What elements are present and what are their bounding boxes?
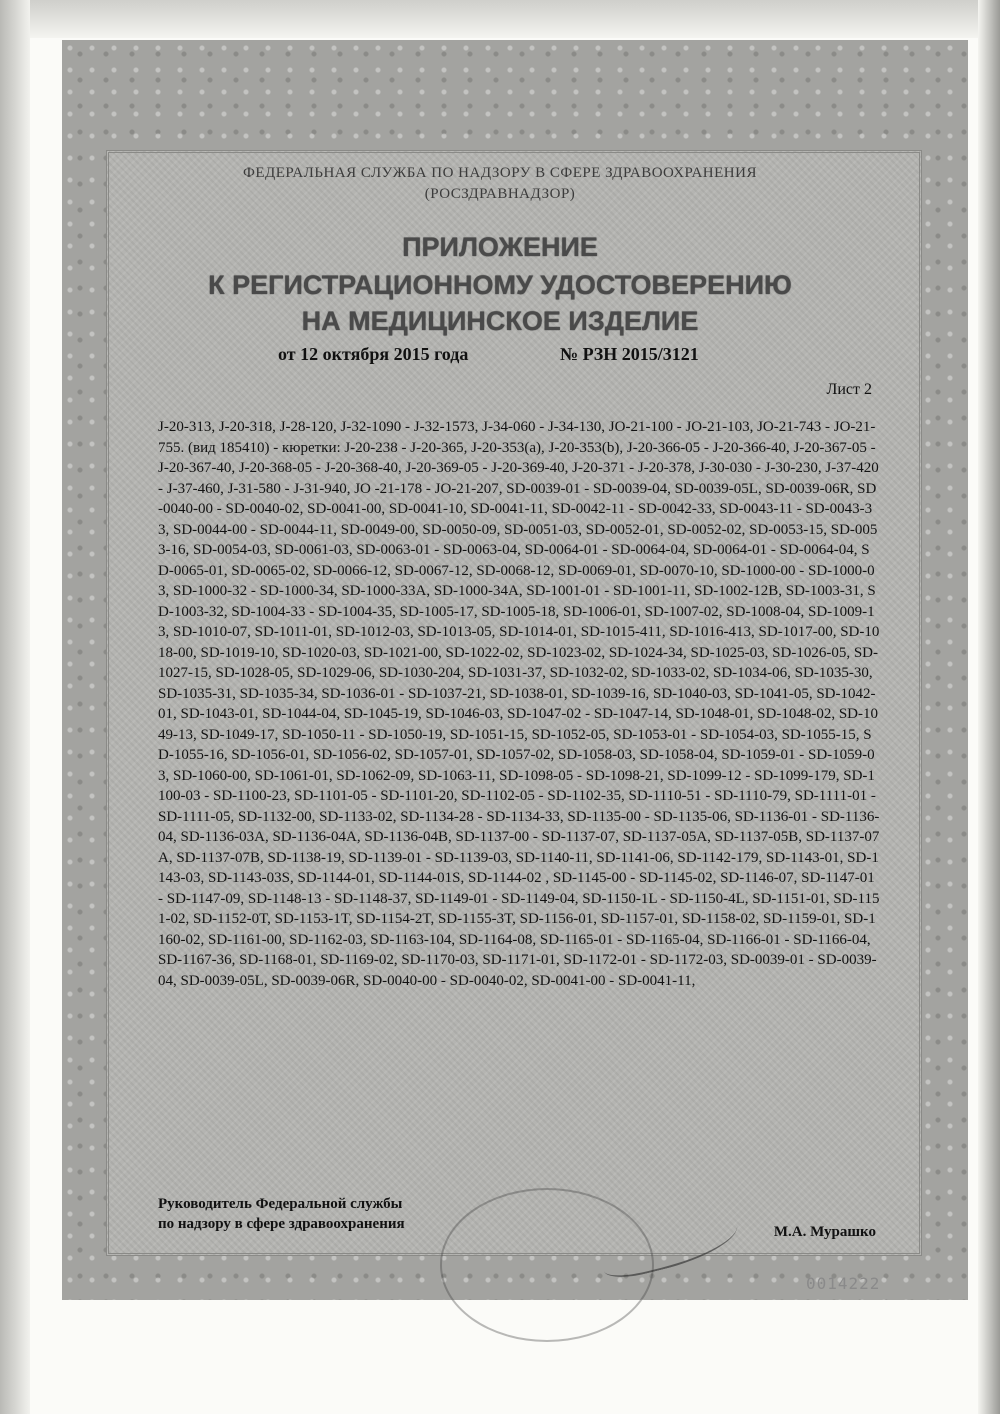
document-title-line-2: К РЕГИСТРАЦИОННОМУ УДОСТОВЕРЕНИЮ <box>208 270 792 300</box>
product-codes-list: J-20-313, J-20-318, J-28-120, J-32-1090 - J-32-1573, J-34-060 - J-34-130, JO-21-100 - JO-21-103, JO-21-743 - JO-21-755. (вид 185410) - кюретки: J-20-238 - J-20-365, J-20-353(a), J-20-353(b), J-20-366-05 - J-20-366-40, J-20-367-05 - J-20-367-40, J-20-368-05 - J-20-368-40, J-20-369-05 - J-20-369-40, J-20-371 - J-20-378, J-30-030 - J-30-230, J-37-420 - J-37-460, J-31-580 - J-31-940, JO -21-178 - JO-21-207, SD-0039-01 - SD-0039-04, SD-0039-05L, SD-0039-06R, SD-0040-00 - SD-0040-02, SD-0041-00, SD-0041-10, SD-0041-11, SD-0042-11 - SD-0042-33, SD-0043-11 - SD-0043-33, SD-0044-00 - SD-0044-11, SD-0049-00, SD-0050-09, SD-0051-03, SD-0052-01, SD-0052-02, SD-0053-15, SD-0053-16, SD-0054-03, SD-0061-03, SD-0063-01 - SD-0063-04, SD-0064-01 - SD-0064-04, SD-0064-01 - SD-0064-04, SD-0065-01, SD-0065-02, SD-0066-12, SD-0067-12, SD-0068-12, SD-0069-01, SD-0070-10, SD-1000-00 - SD-1000-03, SD-1000-32 - SD-1000-34, SD-1000-33A, SD-1000-34A, SD-1001-01 - SD-1001-11, SD-1002-12B, SD-1003-31, SD-1003-32, SD-1004-33 - SD-1004-35, SD-1005-17, SD-1005-18, SD-1006-01, SD-1007-02, SD-1008-04, SD-1009-13, SD-1010-07, SD-1011-01, SD-1012-03, SD-1013-05, SD-1014-01, SD-1015-411, SD-1016-413, SD-1017-00, SD-1018-00, SD-1019-10, SD-1020-03, SD-1021-00, SD-1022-02, SD-1023-02, SD-1024-34, SD-1025-03, SD-1026-05, SD-1027-15, SD-1028-05, SD-1029-06, SD-1030-204, SD-1031-37, SD-1032-02, SD-1033-02, SD-1034-06, SD-1035-30, SD-1035-31, SD-1035-34, SD-1036-01 - SD-1037-21, SD-1038-01, SD-1039-16, SD-1040-03, SD-1041-05, SD-1042-01, SD-1043-01, SD-1044-04, SD-1045-19, SD-1046-03, SD-1047-02 - SD-1047-14, SD-1048-01, SD-1048-02, SD-1049-13, SD-1049-17, SD-1050-11 - SD-1050-19, SD-1051-15, SD-1052-05, SD-1053-01 - SD-1054-03, SD-1055-15, SD-1055-16, SD-1056-01, SD-1056-02, SD-1057-01, SD-1057-02, SD-1058-03, SD-1058-04, SD-1059-01 - SD-1059-03, SD-1060-00, SD-1061-01, SD-1062-09, SD-1063-11, SD-1098-05 - SD-1098-21, SD-1099-12 - SD-1099-179, SD-1100-03 - SD-1100-23, SD-1101-05 - SD-1101-20, SD-1102-05 - SD-1102-35, SD-1110-51 - SD-1110-79, SD-1111-01 - SD-1111-05, SD-1132-00, SD-1133-02, SD-1134-28 - SD-1134-33, SD-1135-00 - SD-1135-06, SD-1136-01 - SD-1136-04, SD-1136-03A, SD-1136-04A, SD-1136-04B, SD-1137-00 - SD-1137-07, SD-1137-05A, SD-1137-05B, SD-1137-07A, SD-1137-07B, SD-1138-19, SD-1139-01 - SD-1139-03, SD-1140-11, SD-1141-06, SD-1142-179, SD-1143-01, SD-1143-03, SD-1143-03S, SD-1144-01, SD-1144-01S, SD-1144-02 , SD-1145-00 - SD-1145-02, SD-1146-07, SD-1147-01 - SD-1147-09, SD-1148-13 - SD-1148-37, SD-1149-01 - SD-1149-04, SD-1150-1L - SD-1150-4L, SD-1151-01, SD-1151-02, SD-1152-0T, SD-1153-1T, SD-1154-2T, SD-1155-3T, SD-1156-01, SD-1157-01, SD-1158-02, SD-1159-01, SD-1160-02, SD-1161-00, SD-1162-03, SD-1163-104, SD-1164-08, SD-1165-01 - SD-1165-04, SD-1166-01 - SD-1166-04, SD-1167-36, SD-1168-01, SD-1169-02, SD-1170-03, SD-1171-01, SD-1172-01 - SD-1172-03, SD-0039-01 - SD-0039-04, SD-0039-05L, SD-0039-06R, SD-0040-00 - SD-0040-02, SD-0041-00 - SD-0041-11, <box>158 419 880 989</box>
scan-edge-top <box>0 0 1000 38</box>
signatory-title-line-1: Руководитель Федеральной службы <box>158 1196 403 1212</box>
form-serial-number: 0014222 <box>806 1274 881 1293</box>
signatory-name: М.А. Мурашко <box>773 1224 876 1240</box>
scan-edge-right <box>978 0 1000 1414</box>
document-title-line-1: ПРИЛОЖЕНИЕ <box>402 232 598 262</box>
sheet-number: Лист 2 <box>826 381 872 398</box>
signatory-title-line-2: по надзору в сфере здравоохранения <box>158 1216 405 1232</box>
document-title-line-3: НА МЕДИЦИНСКОЕ ИЗДЕЛИЕ <box>301 306 699 336</box>
agency-name: ФЕДЕРАЛЬНАЯ СЛУЖБА ПО НАДЗОРУ В СФЕРЕ ЗДРАВООХРАНЕНИЯ <box>243 165 757 181</box>
agency-abbreviation: (РОСЗДРАВНАДЗОР) <box>424 186 576 202</box>
scan-edge-left <box>0 0 30 1414</box>
registration-date: от 12 октября 2015 года <box>278 344 469 364</box>
registration-number: № РЗН 2015/3121 <box>560 344 699 364</box>
